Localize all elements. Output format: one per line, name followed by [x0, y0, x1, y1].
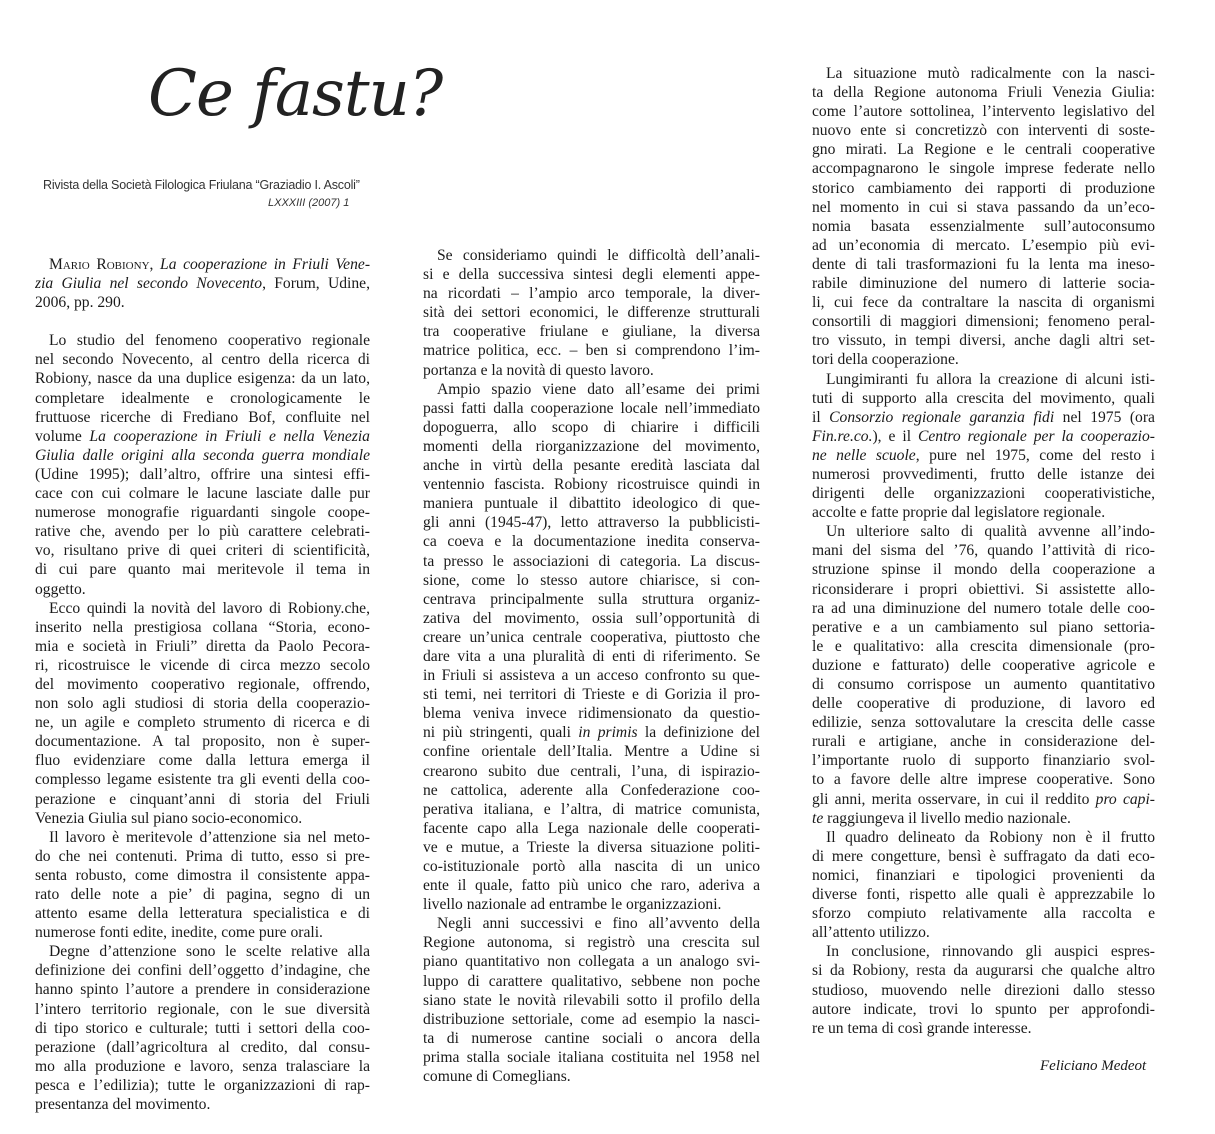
text-line: gli anni (1945-47), letto attraverso la pubblicisti-: [423, 514, 760, 532]
text-line: livello nazionale ad entrambe le organizzazioni.: [423, 896, 722, 914]
paragraph-start-line: Negli anni successivi e fino all’avvento della: [437, 915, 760, 933]
text-line: Fin.re.co.), e il Centro regionale per la cooperazio-: [812, 427, 1155, 445]
reviewer-signature: Feliciano Medeot: [1040, 1058, 1147, 1074]
paragraph-start-line: Se consideriamo quindi le difficoltà dell’anali-: [437, 247, 760, 264]
text-line: zativa del movimento, ossia sull’opportunità di: [423, 609, 760, 627]
paragraph-start-line: Lungimiranti fu allora la creazione di alcuni isti-: [826, 370, 1155, 388]
text-line: piano quantitativo non collegata a un analogo svi-: [423, 953, 760, 971]
text-line: re un tema di così grande interesse.: [812, 1019, 1032, 1037]
text-line: nel secondo Novecento, al centro della ricerca di: [35, 351, 370, 369]
text-line: consortili di maggiori dimensioni; fenomeno peral-: [812, 313, 1155, 331]
text-line: mia e società in Friuli” diretta da Paolo Pecora-: [35, 637, 370, 655]
text-line: del movimento cooperativo regionale, offrendo,: [35, 675, 370, 693]
text-line: confine orientale dell’Italia. Mentre a Udine si: [423, 743, 760, 761]
text-line: storico cambiamento dei rapporti di produzione: [812, 179, 1155, 197]
paragraph-gap: [35, 312, 370, 331]
text-line: sità dei settori economici, le differenze strutturali: [423, 304, 760, 322]
text-line: siano state le novità rilevabili sotto il profilo della: [423, 991, 760, 1009]
paragraph-start-line: Mario Robiony, La cooperazione in Friuli Vene-: [49, 256, 370, 273]
text-line: zia Giulia nel secondo Novecento, Forum, Udine,: [35, 275, 370, 293]
text-line: non solo agli studiosi di storia della cooperazio-: [35, 695, 370, 713]
paragraph-start-line: Il lavoro è meritevole d’attenzione sia nel meto-: [49, 828, 370, 846]
text-line: sforzo compiuto relativamente alla raccolta e: [812, 905, 1155, 923]
text-line: passi fatti dalla cooperazione locale nell’immediato: [423, 399, 760, 417]
text-line: come l’autore sottolinea, l’intervento legislativo del: [812, 103, 1155, 121]
text-line: ra ad una diminuzione del numero totale delle coo-: [812, 599, 1155, 617]
paragraph-start-line: Lo studio del fenomeno cooperativo regionale: [49, 332, 370, 350]
text-line: facente capo alla Lega nazionale delle cooperati-: [423, 819, 760, 837]
text-line: ta presso le associazioni di categoria. La discus-: [423, 552, 760, 570]
text-line: ca coeva e la documentazione inedita conserva-: [423, 533, 760, 551]
text-line: duzione e fatturato) delle cooperative agricole e: [812, 656, 1155, 674]
text-line: autore indicate, trovi lo spunto per approfondi-: [812, 1000, 1155, 1018]
text-line: numerosi provvedimenti, frutto delle istanze dei: [812, 465, 1155, 483]
text-line: documentazione. A tal proposito, non è super-: [35, 733, 370, 751]
text-line: nomici, finanziari e tipologici provenienti da: [812, 866, 1155, 884]
paragraph-start-line: Ampio spazio viene dato all’esame dei primi: [437, 380, 760, 398]
text-line: accompagnarono le singole imprese federate nello: [812, 160, 1155, 178]
paragraph-start-line: Il quadro delineato da Robiony non è il frutto: [826, 828, 1155, 846]
text-line: matrice politica, ecc. – ben si comprendono l’im-: [423, 342, 760, 360]
text-line: all’attento utilizzo.: [812, 924, 930, 942]
text-line: 2006, pp. 290.: [35, 294, 125, 312]
text-line: ad un’economia di mercato. L’esempio più evi-: [812, 236, 1155, 254]
text-line: volume La cooperazione in Friuli e nella Venezia: [35, 427, 370, 445]
text-line: definizione dei confini dell’oggetto d’indagine, che: [35, 962, 370, 980]
text-line: sione, come lo stesso autore chiarisce, si con-: [423, 571, 760, 589]
text-line: gno mirati. La Regione e le centrali cooperative: [812, 141, 1155, 159]
text-line: struzione spinse il mondo della cooperazione a: [812, 561, 1155, 579]
text-line: perazione (dall’agricoltura al credito, dal consu-: [35, 1038, 370, 1056]
text-line: rurali e artigiane, anche in considerazione del-: [812, 733, 1155, 751]
issue-number: LXXXIII (2007) 1: [268, 197, 350, 209]
text-line: ne cattolica, aderente alla Confederazione coo-: [423, 781, 760, 799]
text-line: co-istituzionale portò alla nascita di un unico: [423, 858, 760, 875]
text-line: ta della Regione autonoma Friuli Venezia Giulia:: [812, 84, 1155, 102]
text-line: nomia basata essenzialmente sull’autoconsumo: [812, 217, 1155, 235]
text-line: accolte e fatte proprie dal legislatore regionale.: [812, 504, 1106, 522]
text-line: ventennio fascista. Robiony ricostruisce quindi in: [423, 476, 760, 494]
text-line: momenti della riorganizzazione del movimento,: [423, 437, 760, 455]
text-line: hanno spinto l’autore a prendere in considerazione: [35, 981, 370, 999]
text-line: pesca e l’edilizia); tutte le organizzazioni di rap-: [35, 1076, 370, 1094]
text-line: tra cooperative friulane e giuliane, la diversa: [423, 323, 760, 341]
paragraph-start-line: Ecco quindi la novità del lavoro di Robiony.che,: [49, 599, 370, 617]
text-line: l’intero territorio regionale, con le sue diversità: [35, 1000, 370, 1018]
text-line: inserito nella prestigiosa collana “Storia, econo-: [35, 618, 370, 636]
text-line: ni più stringenti, quali in primis la definizione del: [423, 724, 760, 742]
paragraph-start-line: Degne d’attenzione sono le scelte relative alla: [49, 943, 370, 961]
text-line: ri, ricostruisce le vicende di circa mezzo secolo: [35, 656, 370, 674]
journal-title: Ce fastu?: [148, 57, 443, 131]
text-line: numerose fonti edite, inedite, come pure orali.: [35, 924, 323, 942]
paragraph-start-line: La situazione mutò radicalmente con la nasci-: [826, 65, 1155, 82]
text-line: prima stalla sociale italiana costituita nel 1958 nel: [423, 1048, 760, 1066]
text-column-1: [35, 255, 370, 1114]
text-line: riconsiderare i propri obiettivi. Si assistette allo-: [812, 580, 1155, 598]
text-line: perativa italiana, e l’altra, di matrice comunista,: [423, 800, 760, 818]
paragraph-start-line: Un ulteriore salto di qualità avvenne all’indo-: [826, 523, 1155, 541]
text-line: attento esame della letteratura specialistica e di: [35, 905, 370, 923]
text-line: edilizie, senza sottovalutare la crescita delle casse: [812, 714, 1155, 732]
text-line: in Friuli si assisteva a un acceso confronto su que-: [423, 667, 760, 685]
text-line: si e della successiva sintesi degli elementi appe-: [423, 266, 760, 284]
text-line: to a favore delle altre imprese cooperative. Sono: [812, 771, 1155, 789]
text-line: di cui pare quanto mai meritevole il tema in: [35, 561, 370, 579]
text-line: blema veniva invece ridimensionato da questio-: [423, 705, 760, 723]
text-line: cace con cui colmare le lacune lasciate dalle pur: [35, 485, 370, 503]
text-line: di consumo corrispose un aumento quantitativo: [812, 676, 1155, 693]
text-line: fluo evidenziare come dalla lettura emerga il: [35, 752, 370, 770]
text-line: rabile diminuzione del numero di latterie socia-: [812, 275, 1155, 293]
text-line: comune di Comeglians.: [423, 1068, 571, 1086]
text-line: tro vissuto, in tempi diversi, anche dagli altri set-: [812, 332, 1155, 350]
text-line: vo, risultano prive di quei criteri di scientificità,: [35, 542, 370, 560]
text-line: li, cui fece da contraltare la nascita di organismi: [812, 294, 1155, 312]
text-line: Regione autonoma, si registrò una crescita sul: [423, 934, 760, 952]
text-line: do che nei contenuti. Prima di tutto, esso si pre-: [35, 847, 370, 865]
text-line: distribuzione settoriale, come ad esempio la nasci-: [423, 1010, 760, 1028]
text-line: dare vita a una pluralità di enti di riferimento. Se: [423, 647, 760, 665]
text-line: te raggiungeva il livello medio nazionale.: [812, 809, 1071, 827]
text-line: perazione e cinquant’anni di storia del Friuli: [35, 790, 370, 808]
text-line: numerose monografie riguardanti singole coope-: [35, 504, 370, 522]
text-line: oggetto.: [35, 580, 86, 598]
text-line: l’importante ruolo di supporto finanziario svol-: [812, 752, 1155, 770]
text-line: le e qualitativo: alla crescita dimensionale (pro-: [812, 637, 1155, 655]
text-line: dirigenti delle organizzazioni cooperativistiche,: [812, 485, 1155, 503]
text-line: ve e mutue, a Trieste la diversa situazione politi-: [423, 838, 760, 856]
text-line: perative e a un cambiamento sul piano settoria-: [812, 618, 1155, 636]
paragraph-start-line: In conclusione, rinnovando gli auspici espres-: [826, 943, 1155, 961]
text-line: complesso legame esistente tra gli eventi della coo-: [35, 771, 370, 789]
text-line: Giulia dalle origini alla seconda guerra mondiale: [35, 446, 370, 464]
text-line: Robiony, nasce da una duplice esigenza: da un lato,: [35, 370, 370, 388]
text-line: nel momento in cui si stava passando da un’eco-: [812, 198, 1155, 216]
text-line: nuovo ente si concretizzò con interventi di soste-: [812, 122, 1155, 140]
text-line: ente il quale, fatto più unico che raro, aderiva a: [423, 877, 760, 895]
text-line: studioso, muovendo nelle direzioni dallo stesso: [812, 981, 1155, 999]
text-line: delle cooperative di produzione, di lavoro ed: [812, 695, 1155, 713]
text-line: mani del sisma del ’76, quando l’attività di rico-: [812, 542, 1155, 560]
text-line: portanza e la novità di questo lavoro.: [423, 361, 654, 379]
text-line: centrava principalmente sulla struttura organiz-: [423, 590, 760, 608]
text-line: na ricordati – l’ampio arco temporale, la diver-: [423, 285, 760, 303]
text-line: presentanza del movimento.: [35, 1096, 211, 1114]
text-line: tori della cooperazione.: [812, 351, 959, 369]
text-line: diverse fonti, rispetto alle quali è apprezzabile lo: [812, 886, 1155, 904]
text-line: ne, un agile e completo strumento di ricerca e di: [35, 714, 370, 732]
text-line: sti temi, nei territori di Trieste e di Gorizia il pro-: [423, 686, 760, 704]
text-line: rative che, avendo per lo più carattere celebrati-: [35, 523, 370, 541]
text-column-2: [423, 246, 760, 1086]
text-line: tuti di supporto alla crescita del movimento, quali: [812, 389, 1155, 407]
text-line: ne nelle scuole, pure nel 1975, come del resto i: [812, 446, 1155, 464]
text-line: senta robusto, come dimostra il consistente appa-: [35, 866, 370, 884]
journal-subtitle: Rivista della Società Filologica Friulana “Graziadio I. Ascoli”: [43, 178, 360, 192]
text-line: ta di numerose cantine sociali o ancora della: [423, 1029, 760, 1047]
text-line: si da Robiony, resta da augurarsi che qualche altro: [812, 962, 1155, 980]
text-line: dopoguerra, allo scopo di chiarire i difficili: [423, 418, 760, 436]
text-line: gli anni, merita osservare, in cui il reddito pro capi-: [812, 790, 1155, 808]
text-line: (Udine 1995); dall’altro, offrire una sintesi effi-: [35, 465, 370, 483]
text-line: luppo di carattere qualitativo, sebbene non poche: [423, 972, 760, 990]
text-line: di mere congetture, bensì è suffragato da dati eco-: [812, 847, 1155, 865]
text-line: fruttuose ricerche di Frediano Bof, confluite nel: [35, 408, 370, 426]
text-line: completare idealmente e cronologicamente le: [35, 389, 370, 407]
text-line: anche in virtù della pesante eredità lasciata dal: [423, 457, 760, 475]
text-line: mo alla produzione e lavoro, senza tralasciare la: [35, 1057, 370, 1075]
text-line: creare un’unica centrale cooperativa, piuttosto che: [423, 628, 760, 646]
text-line: maniera puntuale il dibattito ideologico di que-: [423, 495, 760, 513]
text-column-3: [812, 64, 1155, 1038]
text-line: crearono subito due centrali, l’una, di ispirazio-: [423, 762, 760, 780]
text-line: il Consorzio regionale garanzia fidi nel 1975 (ora: [812, 408, 1155, 426]
text-line: di tipo storico e culturale; tutti i settori della coo-: [35, 1019, 370, 1037]
text-line: rato delle note a pie’ di pagina, segno di un: [35, 886, 370, 903]
text-line: Venezia Giulia sul piano socio-economico.: [35, 809, 303, 827]
text-line: dente di tali trasformazioni fu la lenta ma ineso-: [812, 255, 1155, 273]
